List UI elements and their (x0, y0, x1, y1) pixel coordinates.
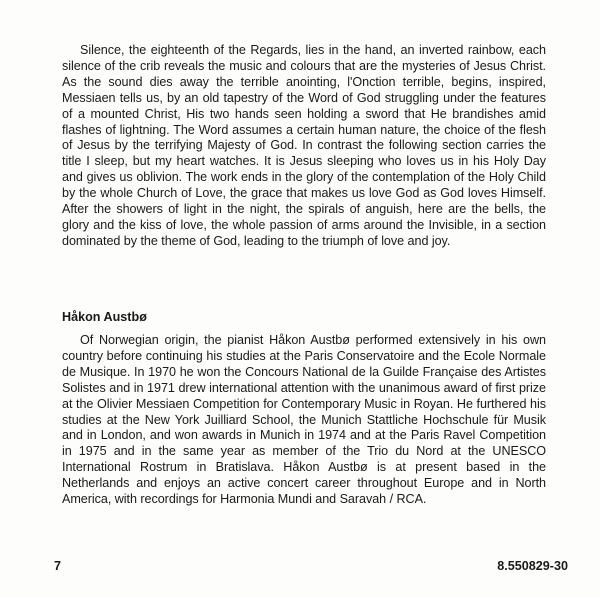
page-number: 7 (54, 559, 62, 573)
catalogue-number: 8.550829-30 (497, 559, 568, 573)
section-heading: Håkon Austbø (62, 310, 147, 324)
body-paragraph-biography: Of Norwegian origin, the pianist Håkon Austbø performed extensively in his own country before continuing his studies at the Paris Conservatoire and the Ecole Normale de Musique. In 1970 he won the Concours National de la Guilde Française des Artistes Solistes and in 1971 drew international attention with the unanimous award of first prize at the Olivier Messiaen Competition for Contemporary Music in Royan. He furthered his studies at the New York Juilliard School, the Munich Stattliche Hochschule für Musik and in London, and won awards in Munich in 1974 and at the Paris Ravel Competition in 1975 and in the same year as member of the Trio du Nord at the UNESCO International Rostrum in Bratislava. Håkon Austbø is at present based in the Netherlands and enjoys an active concert career throughout Europe and in North America, with recordings for Harmonia Mundi and Saravah / RCA. (62, 333, 546, 507)
body-paragraph-regards: Silence, the eighteenth of the Regards, lies in the hand, an inverted rainbow, each silence of the crib reveals the music and colours that are the mysteries of Jesus Christ. As the sound dies away the terrible anointing, l'Onction terrible, begins, inspired, Messiaen tells us, by an old tapestry of the Word of God struggling under the features of a mounted Christ, His two hands seen holding a sword that He brandishes amid flashes of lightning. The Word assumes a certain human nature, the choice of the flesh of Jesus by the terrifying Majesty of God. In contrast the following section carries the title I sleep, but my heart watches. It is Jesus sleeping who loves us in his Holy Day and gives us oblivion. The work ends in the glory of the contemplation of the Holy Child by the whole Church of Love, the grace that makes us love God as God loves Himself. After the showers of light in the night, the spirals of anguish, here are the bells, the glory and the kiss of love, the whole passion of arms around the Invisible, in a section dominated by the theme of God, leading to the triumph of love and joy. (62, 43, 546, 248)
